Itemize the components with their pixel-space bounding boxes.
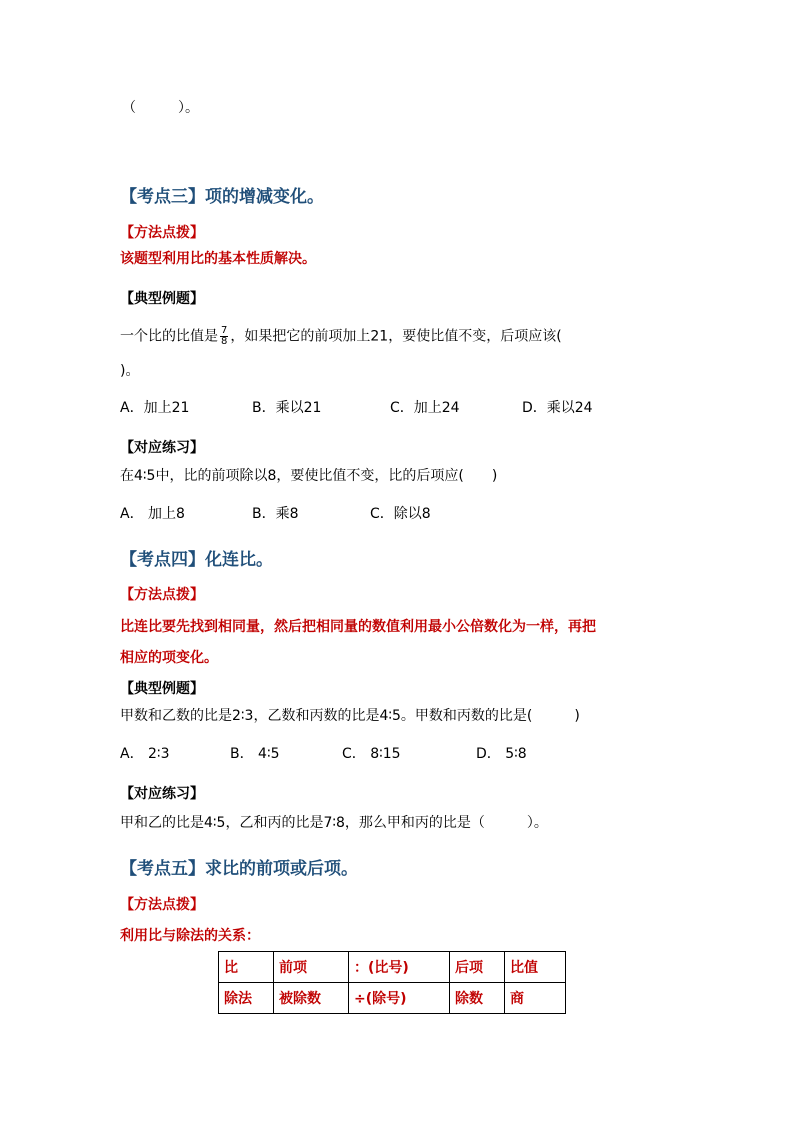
kp3-example-pre: 一个比的比值是 bbox=[120, 328, 218, 345]
ratio-division-table bbox=[218, 951, 566, 1014]
kp3-practice-option-a: A． 加上8 bbox=[120, 506, 185, 522]
table-cell: 比 bbox=[219, 952, 274, 983]
kp3-title: 【考点三】项的增减变化。 bbox=[120, 187, 324, 207]
table-cell: 商 bbox=[505, 983, 566, 1014]
kp3-example-label: 【典型例题】 bbox=[120, 291, 204, 307]
table-cell: 前项 bbox=[274, 952, 349, 983]
table-cell: ÷(除号) bbox=[349, 983, 450, 1014]
fraction bbox=[220, 326, 228, 347]
kp3-option-d: D．乘以24 bbox=[522, 400, 593, 416]
kp4-title: 【考点四】化连比。 bbox=[120, 550, 273, 570]
table-row bbox=[219, 952, 566, 983]
fraction-denominator: 8 bbox=[221, 336, 228, 347]
kp3-example-post: ，如果把它的前项加上21，要使比值不变，后项应该( bbox=[230, 328, 562, 345]
kp3-option-b: B．乘以21 bbox=[252, 400, 322, 416]
kp3-option-c: C．加上24 bbox=[390, 400, 460, 416]
table-cell: 后项 bbox=[450, 952, 505, 983]
kp3-method-text: 该题型利用比的基本性质解决。 bbox=[120, 251, 316, 267]
table-cell: 比值 bbox=[505, 952, 566, 983]
kp4-method-line1: 比连比要先找到相同量，然后把相同量的数值利用最小公倍数化为一样，再把 bbox=[120, 619, 596, 635]
kp3-practice-text: 在4∶5中，比的前项除以8，要使比值不变，比的后项应( ) bbox=[120, 468, 498, 484]
kp4-method-line2: 相应的项变化。 bbox=[120, 650, 218, 666]
kp4-example-label: 【典型例题】 bbox=[120, 681, 204, 697]
table-cell: 被除数 bbox=[274, 983, 349, 1014]
kp5-method-text: 利用比与除法的关系： bbox=[120, 928, 260, 944]
kp5-method-label: 【方法点拨】 bbox=[120, 897, 204, 913]
fraction-numerator: 7 bbox=[221, 325, 228, 336]
table-row bbox=[219, 983, 566, 1014]
kp3-practice-option-b: B．乘8 bbox=[252, 506, 299, 522]
table-cell: 除数 bbox=[450, 983, 505, 1014]
kp3-practice-label: 【对应练习】 bbox=[120, 440, 204, 456]
kp3-practice-option-c: C．除以8 bbox=[370, 506, 431, 522]
kp3-option-a: A．加上21 bbox=[120, 400, 190, 416]
table-cell: ：(比号) bbox=[349, 952, 450, 983]
kp4-example-text: 甲数和乙数的比是2∶3，乙数和丙数的比是4∶5。甲数和丙数的比是( ) bbox=[120, 708, 580, 724]
kp5-title: 【考点五】求比的前项或后项。 bbox=[120, 859, 358, 879]
kp4-option-b: B． 4∶5 bbox=[230, 746, 280, 762]
kp3-example-line2: )。 bbox=[120, 363, 140, 379]
kp4-option-c: C． 8∶15 bbox=[342, 746, 401, 762]
kp3-method-label: 【方法点拨】 bbox=[120, 225, 204, 241]
kp4-practice-text: 甲和乙的比是4∶5，乙和丙的比是7∶8，那么甲和丙的比是（ ）。 bbox=[120, 815, 548, 831]
kp4-option-a: A． 2∶3 bbox=[120, 746, 170, 762]
kp4-option-d: D． 5∶8 bbox=[476, 746, 527, 762]
intro-blank-line: （ ）。 bbox=[122, 100, 199, 116]
table-cell: 除法 bbox=[219, 983, 274, 1014]
kp3-example-question bbox=[120, 326, 562, 347]
kp4-method-label: 【方法点拨】 bbox=[120, 587, 204, 603]
kp4-practice-label: 【对应练习】 bbox=[120, 786, 204, 802]
